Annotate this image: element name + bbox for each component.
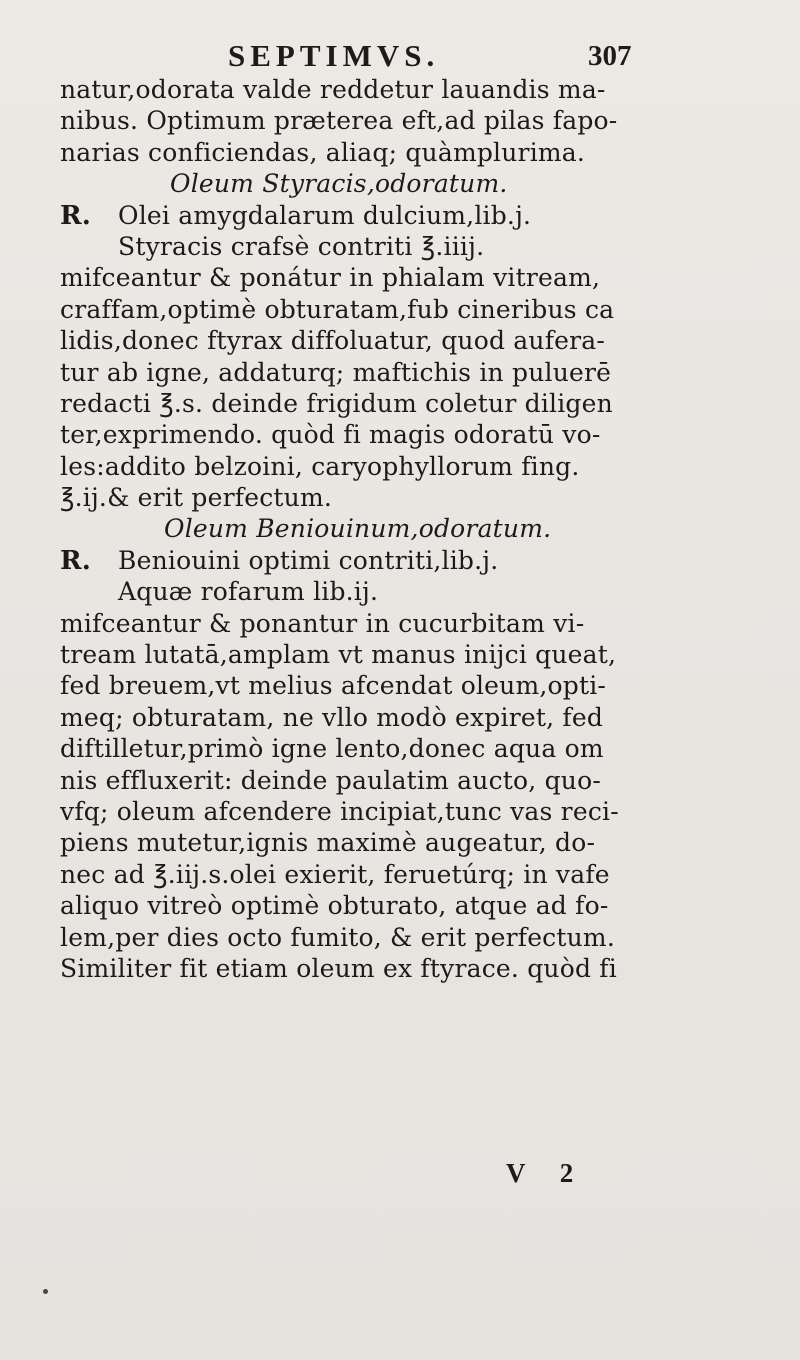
text-line: lidis,donec ftyrax diffoluatur, quod aufera- xyxy=(60,326,606,356)
section-heading xyxy=(60,168,760,199)
text-line: aliquo vitreò optimè obturato, atque ad fo- xyxy=(60,891,609,921)
running-title: SEPTIMVS. xyxy=(228,38,440,73)
text-line: craffam,optimè obturatam,fub cineribus ca xyxy=(60,294,615,324)
page-header xyxy=(0,30,800,80)
text-line: redacti ℥.s. deinde frigidum coletur diligen xyxy=(60,388,613,418)
text-line: natur,odorata valde reddetur lauandis ma- xyxy=(60,75,606,104)
ink-speck xyxy=(43,1289,48,1294)
text-line: diftilletur,primò igne lento,donec aqua om xyxy=(60,734,604,764)
heading-text: Oleum Styracis,odoratum. xyxy=(170,169,508,199)
text-line: fed breuem,vt melius afcendat oleum,opti- xyxy=(60,671,607,701)
text-line: mifceantur & ponátur in phialam vitream, xyxy=(60,263,601,293)
text-line: nibus. Optimum præterea eft,ad pilas fapo- xyxy=(60,106,618,136)
text-line: mifceantur & ponantur in cucurbitam vi- xyxy=(60,608,585,638)
recipe-mark: R. xyxy=(60,545,92,576)
text-line: nis effluxerit: deinde paulatim aucto, quo- xyxy=(60,765,601,795)
text-line: piens mutetur,ignis maximè augeatur, do- xyxy=(60,828,596,858)
page-number: 307 xyxy=(588,40,632,72)
recipe-line xyxy=(60,545,760,576)
text-line: ter,exprimendo. quòd fi magis odoratū vo- xyxy=(60,420,601,450)
page-footer xyxy=(0,1158,800,1198)
text-line: meq; obturatam, ne vllo modò expiret, fed xyxy=(60,702,604,732)
recipe-text: Beniouini optimi contriti,lib.j. xyxy=(118,545,499,575)
recipe-text: Olei amygdalarum dulcium,lib.j. xyxy=(118,200,532,230)
text-line: ℥.ij.& erit perfectum. xyxy=(60,483,333,513)
text-line: les:addito belzoini, caryophyllorum fing. xyxy=(60,451,580,481)
text-line: tream lutatā,amplam vt manus inijci queat, xyxy=(60,640,617,670)
text-line: Aquæ rofarum lib.ij. xyxy=(118,577,379,607)
heading-text: Oleum Beniouinum,odoratum. xyxy=(164,514,552,544)
signature-mark: V 2 xyxy=(506,1158,588,1188)
section-heading xyxy=(60,513,760,544)
text-line: narias conficiendas, aliaq; quàmplurima. xyxy=(60,137,586,167)
text-line: vfq; oleum afcendere incipiat,tunc vas reci- xyxy=(60,796,619,826)
text-line: lem,per dies octo fumito, & erit perfectum. xyxy=(60,922,615,952)
text-line: tur ab igne, addaturq; maftichis in puluerē xyxy=(60,357,612,387)
text-line: nec ad ℥.iij.s.olei exierit, feruetúrq; in vafe xyxy=(60,859,610,889)
text-line: Similiter fit etiam oleum ex ftyrace. quòd fi xyxy=(60,953,617,983)
recipe-line xyxy=(60,200,760,231)
recipe-mark: R. xyxy=(60,200,92,231)
main-text xyxy=(60,74,760,984)
text-line: Styracis crafsè contriti ℥.iiij. xyxy=(118,231,485,261)
